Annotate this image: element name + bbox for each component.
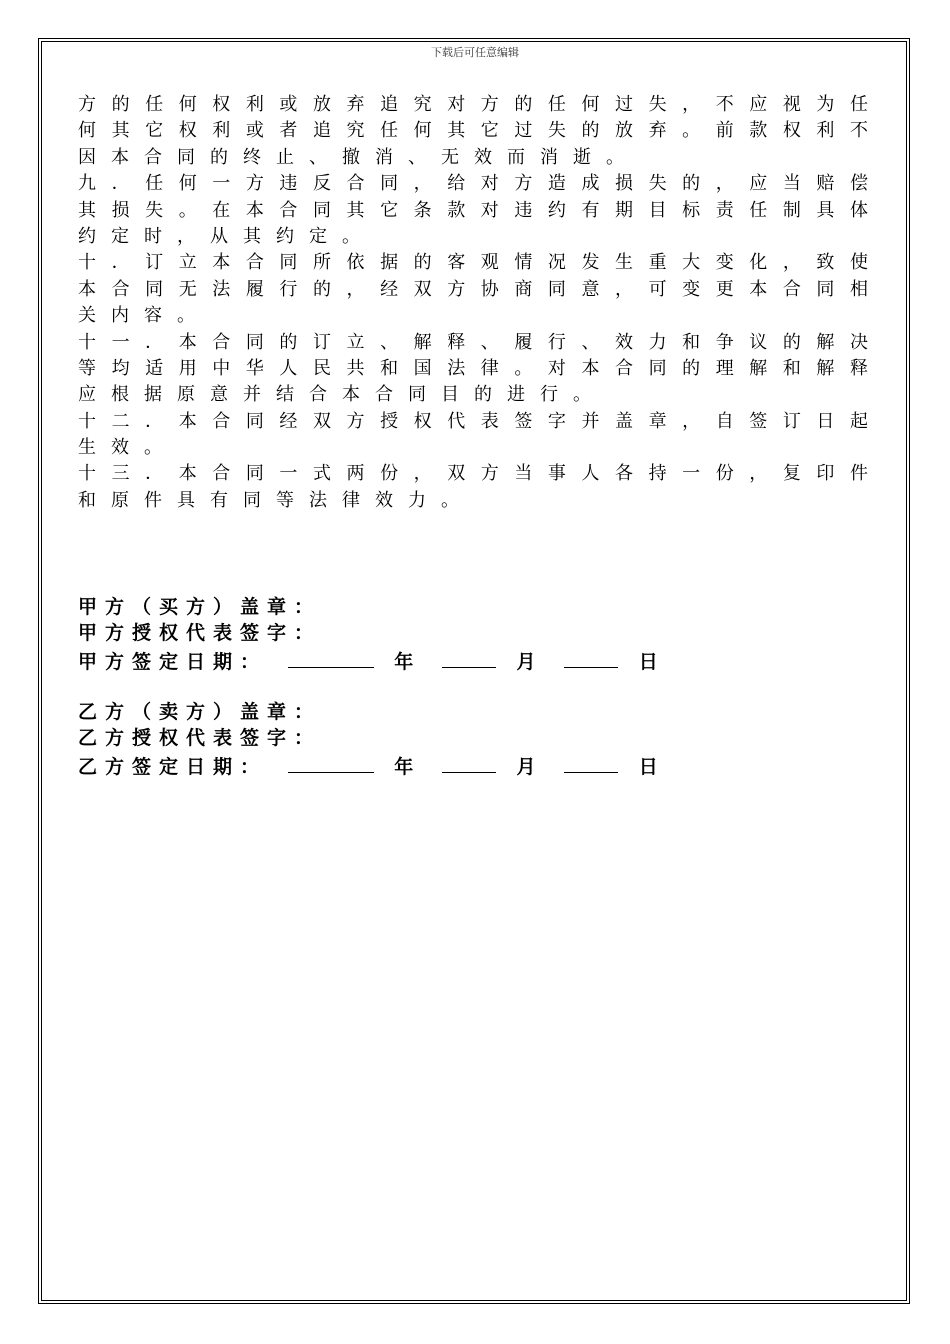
clause-line: 等均适用中华人民共和国法律。对本合同的理解和解释 <box>78 357 868 379</box>
party-a-month-blank[interactable] <box>442 647 496 668</box>
party-a-rep-label: 甲方授权代表签字： <box>78 622 322 645</box>
party-a-signature-block <box>78 594 666 673</box>
party-a-date-label: 甲方签定日期： <box>78 650 268 673</box>
clause-line: 本合同无法履行的，经双方协商同意，可变更本合同相 <box>78 278 868 300</box>
clause-line: 十．订立本合同所依据的客观情况发生重大变化，致使 <box>78 252 868 274</box>
clause-line: 九．任何一方违反合同，给对方造成损失的，应当赔偿 <box>78 173 868 195</box>
party-a-date-row <box>78 647 666 673</box>
contract-clauses <box>78 92 868 514</box>
party-a-year-label: 年 <box>394 650 422 673</box>
clause-line: 十二．本合同经双方授权代表签字并盖章，自签订日起 <box>78 410 868 432</box>
clause-line: 方的任何权利或放弃追究对方的任何过失，不应视为任 <box>78 94 868 115</box>
clause-line: 关内容。 <box>78 305 210 327</box>
party-a-year-blank[interactable] <box>288 647 374 668</box>
party-a-month-label: 月 <box>516 650 544 673</box>
clause-line: 生效。 <box>78 437 177 459</box>
header-note: 下载后可任意编辑 <box>431 46 519 59</box>
party-b-month-blank[interactable] <box>442 752 496 773</box>
clause-line: 因本合同的终止、撤消、无效而消逝。 <box>78 146 639 168</box>
clause-line: 和原件具有同等法律效力。 <box>78 489 474 511</box>
party-b-year-label: 年 <box>394 755 422 778</box>
clause-line: 十一．本合同的订立、解释、履行、效力和争议的解决 <box>78 331 868 353</box>
party-b-signature-block <box>78 699 666 778</box>
clause-line: 何其它权利或者追究任何其它过失的放弃。前款权利不 <box>78 120 868 142</box>
clause-line: 应根据原意并结合本合同目的进行。 <box>78 384 606 406</box>
party-a-day-blank[interactable] <box>564 647 618 668</box>
party-b-month-label: 月 <box>516 755 544 778</box>
party-a-day-label: 日 <box>638 650 666 673</box>
clause-line: 十三．本合同一式两份，双方当事人各持一份，复印件 <box>78 463 868 485</box>
party-b-date-label: 乙方签定日期： <box>78 755 268 778</box>
clause-line: 约定时，从其约定。 <box>78 225 375 247</box>
party-b-day-blank[interactable] <box>564 752 618 773</box>
clause-line: 其损失。在本合同其它条款对违约有期目标责任制具体 <box>78 199 868 221</box>
party-b-rep-label: 乙方授权代表签字： <box>78 727 322 750</box>
party-b-date-row <box>78 752 666 778</box>
party-b-seal-label: 乙方（卖方）盖章： <box>78 701 322 723</box>
party-a-seal-label: 甲方（买方）盖章： <box>78 596 322 618</box>
party-b-year-blank[interactable] <box>288 752 374 773</box>
party-b-day-label: 日 <box>638 755 666 778</box>
